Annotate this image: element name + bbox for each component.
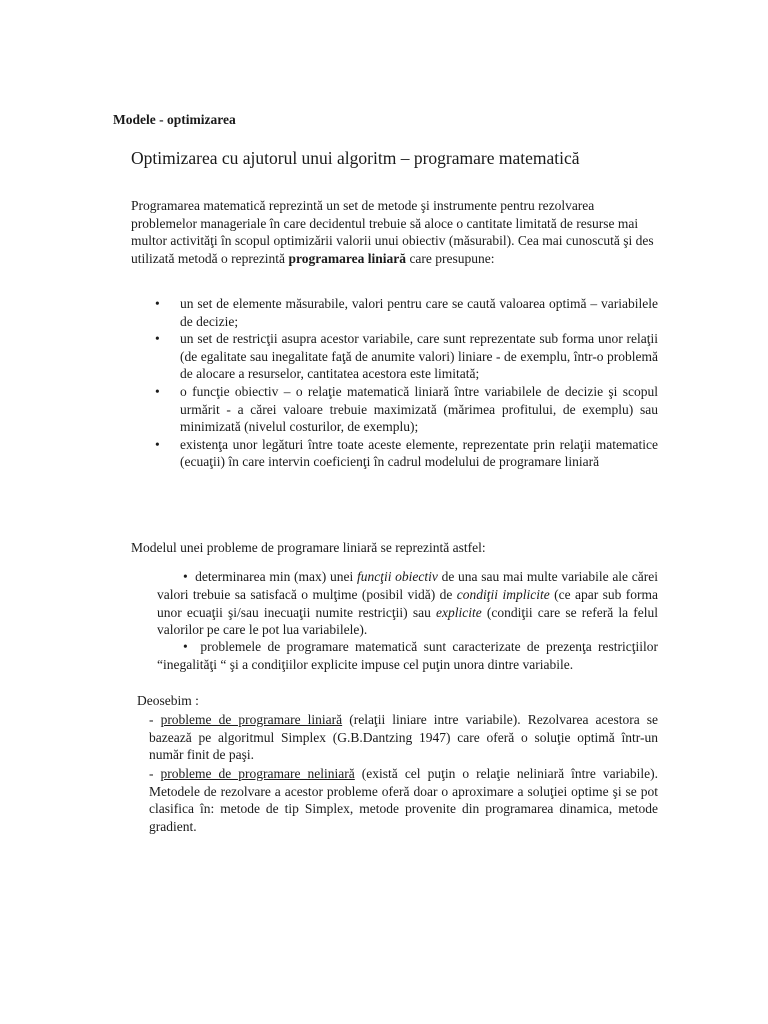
list-item-text: o funcţie obiectiv – o relaţie matematică liniară între variabilele de decizie şi scopul urmărit - a cărei valoare trebuie maximizată (mărimea profitului, de exemplu) sau minimizată (nivelul costurilor, de exemplu); xyxy=(180,383,658,435)
bullet-icon: • xyxy=(155,436,160,452)
model-intro: Modelul unei probleme de programare liniară se reprezintă astfel: xyxy=(131,540,486,555)
intro-text: Programarea matematică reprezintă un set de metode şi instrumente pentru rezolvarea problemelor manageriale în care decidentul trebuie să aloce o cantitate limitată de resurse mai multor activităţi în scopul optimizării valorii unui obiectiv (măsurabil). Cea mai cunoscută şi des utilizată metodă o reprezintă xyxy=(131,198,654,266)
list-item xyxy=(131,436,658,471)
model-paragraph-2 xyxy=(157,638,658,674)
distinction-item-linear xyxy=(149,711,658,764)
model-text: (ce apar sub forma unor ecuaţii şi/sau inecuaţii numite restricţii) sau xyxy=(157,586,658,620)
model-text: (condiţii care se referă la felul valorilor pe care le pot lua variabilele). xyxy=(157,604,658,638)
list-item xyxy=(131,383,658,436)
underlined-term: probleme de programare liniară xyxy=(160,712,343,727)
intro-paragraph xyxy=(131,197,661,267)
model-text: de una sau mai multe variabile ale cărei valori trebuie sa satisfacă o mulţime (posibil vidă) de xyxy=(157,569,658,602)
list-item xyxy=(131,295,658,330)
bullet-icon: • xyxy=(155,331,160,347)
distinction-text: (relaţii liniare intre variabile). Rezolvarea acestora se bazează pe algoritmul Simplex (G.B.Dantzing 1947) care oferă o soluţie optimă într-un număr finit de paşi. xyxy=(149,712,659,763)
model-text: determinarea min (max) unei xyxy=(195,569,357,584)
section-title: Modele - optimizarea xyxy=(113,112,236,127)
list-item-text: un set de restricţii asupra acestor variabile, care sunt reprezentate sub forma unor relaţii (de egalitate sau inegalitate faţă de anumite valori) liniare - de exemplu, într-o problemă de alocare a resurselor, cantitatea acestora este limitată; xyxy=(180,331,658,382)
dash: - xyxy=(149,766,154,781)
intro-bold-term: programarea liniară xyxy=(288,250,407,266)
italic-term: explicite xyxy=(435,604,482,620)
underlined-term: probleme de programare neliniară xyxy=(160,766,355,781)
bullet-icon: • xyxy=(183,569,188,584)
requirements-list xyxy=(131,295,658,471)
list-item xyxy=(131,330,658,383)
distinction-label: Deosebim : xyxy=(137,693,199,708)
bullet-icon: • xyxy=(183,639,188,654)
bullet-icon: • xyxy=(155,383,160,399)
model-text: problemele de programare matematică sunt caracterizate de prezenţa restricţiilor “inegalităţi “ şi a condiţiilor explicite impuse cel puţin unora dintre variabile. xyxy=(157,639,659,672)
distinction-item-nonlinear xyxy=(149,765,658,835)
italic-term: condiţii implicite xyxy=(456,586,550,602)
list-item-text: existenţa unor legături între toate aceste elemente, reprezentate prin relaţii matematice (ecuaţii) în care intervin coeficienţi în cadrul modelului de programare liniară xyxy=(180,436,658,470)
distinction-text: (există cel puţin o relaţie neliniară între variabile). Metodele de rezolvare a acestor probleme oferă doar o aproximare a soluţiei optime şi se pot clasifica în: metode de tip Simplex, metode provenite din programarea dinamica, metode gradient. xyxy=(149,766,658,834)
intro-text-end: care presupune: xyxy=(406,250,495,266)
dash: - xyxy=(149,712,154,727)
list-item-text: un set de elemente măsurabile, valori pentru care se caută valoarea optimă – variabilele de decizie; xyxy=(180,296,658,329)
page-title: Optimizarea cu ajutorul unui algoritm – programare matematică xyxy=(131,148,580,168)
italic-term: funcţii obiectiv xyxy=(356,569,438,584)
model-paragraph-1 xyxy=(157,568,658,639)
bullet-icon: • xyxy=(155,296,160,311)
